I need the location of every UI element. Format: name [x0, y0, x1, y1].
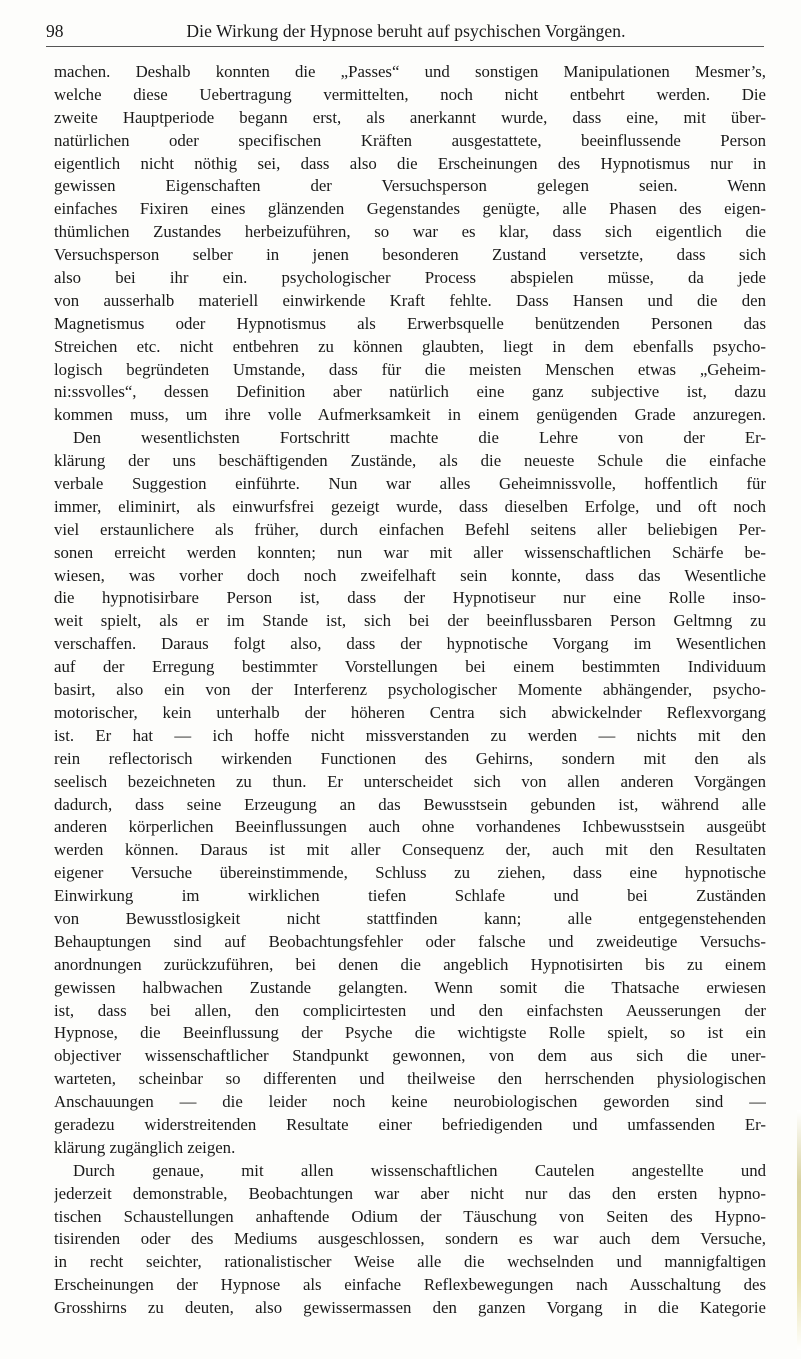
- text-line: thümlichen Zustandes herbeizuführen, so war es klar, dass sich eigentlich die: [54, 222, 766, 242]
- text-line: warteten, scheinbar so differenten und theilweise den herrschenden physiologischen: [54, 1069, 766, 1089]
- text-line: Behauptungen sind auf Beobachtungsfehler oder falsche und zweideutige Versuchs-: [54, 931, 766, 951]
- body-text: [54, 61, 766, 1320]
- text-line: natürlichen oder specifischen Kräften ausgestattete, beeinflussende Person: [54, 130, 766, 150]
- text-line: viel erstaunlichere als früher, durch einfachen Befehl seitens aller beliebigen Per-: [54, 519, 766, 539]
- text-line: wiesen, was vorher doch noch zweifelhaft sein konnte, dass das Wesentliche: [54, 565, 766, 585]
- text-line: Grosshirns zu deuten, also gewissermassen den ganzen Vorgang in die Kategorie: [54, 1298, 766, 1318]
- text-line: verbale Suggestion einführte. Nun war alles Geheimnissvolle, hoffentlich für: [54, 474, 766, 494]
- text-line: Einwirkung im wirklichen tiefen Schlafe und bei Zuständen: [54, 886, 766, 906]
- text-line: jederzeit demonstrable, Beobachtungen war aber nicht nur das den ersten hypno-: [54, 1183, 766, 1203]
- text-line: welche diese Uebertragung vermittelten, noch nicht entbehrt werden. Die: [54, 84, 766, 104]
- text-line: Erscheinungen der Hypnose als einfache Reflexbewegungen nach Ausschaltung des: [54, 1275, 766, 1295]
- text-line: basirt, also ein von der Interferenz psychologischer Momente abhängender, psycho-: [54, 680, 766, 700]
- text-line: einfaches Fixiren eines glänzenden Gegenstandes genügte, alle Phasen des eigen-: [54, 199, 766, 219]
- text-line: anderen körperlichen Beeinflussungen auch ohne vorhandenes Ichbewusstsein ausgeübt: [54, 817, 766, 837]
- text-line: auf der Erregung bestimmter Vorstellungen bei einem bestimmten Individuum: [54, 657, 766, 677]
- text-line: objectiver wissenschaftlicher Standpunkt gewonnen, von dem aus sich die uner-: [54, 1046, 766, 1066]
- text-line: also bei ihr ein. psychologischer Process abspielen müsse, da jede: [54, 268, 766, 288]
- text-line: ist. Er hat — ich hoffe nicht missverstanden zu werden — nichts mit den: [54, 725, 766, 745]
- text-line: in recht seichter, rationalistischer Weise alle die wechselnden und mannigfaltigen: [54, 1252, 766, 1272]
- text-line: rein reflectorisch wirkenden Functionen des Gehirns, sondern mit den als: [54, 748, 766, 768]
- page-edge-stain: [797, 1110, 801, 1350]
- text-line: verschaffen. Daraus folgt also, dass der hypnotische Vorgang im Wesentlichen: [54, 634, 766, 654]
- text-line: gewissen Eigenschaften der Versuchsperson gelegen seien. Wenn: [54, 176, 766, 196]
- text-line: seelisch bezeichneten zu thun. Er unterscheidet sich von allen anderen Vorgängen: [54, 771, 766, 791]
- text-line: klärung zugänglich zeigen.: [54, 1137, 236, 1157]
- page-number: 98: [46, 21, 64, 41]
- text-line: eigentlich nicht nöthig sei, dass also die Erscheinungen des Hypnotismus nur in: [54, 153, 766, 173]
- text-line: immer, eliminirt, als einwurfsfrei gezeigt wurde, dass dieselben Erfolge, und oft noch: [54, 496, 766, 516]
- text-line: gewissen halbwachen Zustande gelangten. Wenn somit die Thatsache erwiesen: [54, 977, 766, 997]
- text-line: kommen muss, um ihre volle Aufmerksamkeit in einem genügenden Grade anzuregen.: [54, 405, 766, 425]
- text-line: anordnungen zurückzuführen, bei denen die angeblich Hypnotisirten bis zu einem: [54, 954, 766, 974]
- text-line: weit spielt, als er im Stande ist, sich bei der beeinflussbaren Person Geltmng zu: [54, 611, 766, 631]
- text-line: Streichen etc. nicht entbehren zu können glaubten, liegt in dem ebenfalls psycho-: [54, 336, 766, 356]
- text-line: Anschauungen — die leider noch keine neurobiologischen geworden sind —: [54, 1092, 766, 1112]
- text-line: machen. Deshalb konnten die „Passes“ und sonstigen Manipulationen Mesmer’s,: [54, 62, 766, 81]
- running-head: Die Wirkung der Hypnose beruht auf psychischen Vorgängen.: [186, 21, 626, 41]
- text-line: geradezu widerstreitenden Resultate einer befriedigenden und umfassenden Er-: [54, 1114, 766, 1134]
- text-line: ni:ssvolles“, dessen Definition aber natürlich eine ganz subjective ist, dazu: [54, 382, 766, 402]
- text-line: von ausserhalb materiell einwirkende Kraft fehlte. Dass Hansen und die den: [54, 290, 766, 310]
- text-line: Magnetismus oder Hypnotismus als Erwerbsquelle benützenden Personen das: [54, 313, 766, 333]
- text-line: eigener Versuche übereinstimmende, Schluss zu ziehen, dass eine hypnotische: [54, 863, 766, 883]
- text-line: Durch genaue, mit allen wissenschaftlichen Cautelen angestellte und: [73, 1160, 766, 1180]
- text-line: von Bewusstlosigkeit nicht stattfinden kann; alle entgegenstehenden: [54, 908, 766, 928]
- text-line: klärung der uns beschäftigenden Zustände, als die neueste Schule die einfache: [54, 451, 766, 471]
- text-line: logisch begründeten Umstande, dass für die meisten Menschen etwas „Geheim-: [54, 359, 766, 379]
- text-line: zweite Hauptperiode begann erst, als anerkannt wurde, dass eine, mit über-: [54, 107, 766, 127]
- text-line: dadurch, dass seine Erzeugung an das Bewusstsein gebunden ist, während alle: [54, 794, 766, 814]
- text-line: motorischer, kein unterhalb der höheren Centra sich abwickelnder Reflexvorgang: [54, 702, 766, 722]
- text-line: sonen erreicht werden konnten; nun war mit aller wissenschaftlichen Schärfe be-: [54, 542, 766, 562]
- text-line: tischen Schaustellungen anhaftende Odium der Täuschung von Seiten des Hypno-: [54, 1206, 766, 1226]
- text-line: werden können. Daraus ist mit aller Consequenz der, auch mit den Resultaten: [54, 840, 766, 860]
- text-line: Hypnose, die Beeinflussung der Psyche die wichtigste Rolle spielt, so ist ein: [54, 1023, 766, 1043]
- text-line: die hypnotisirbare Person ist, dass der Hypnotiseur nur eine Rolle inso-: [54, 588, 766, 608]
- text-line: tisirenden oder des Mediums ausgeschlossen, sondern es war auch dem Versuche,: [54, 1229, 766, 1249]
- text-line: Versuchsperson selber in jenen besonderen Zustand versetzte, dass sich: [54, 245, 766, 265]
- header-rule: [46, 46, 764, 47]
- text-line: ist, dass bei allen, den complicirtesten und den einfachsten Aeusserungen der: [54, 1000, 766, 1020]
- page-header: [46, 18, 766, 44]
- text-line: Den wesentlichsten Fortschritt machte die Lehre von der Er-: [73, 428, 766, 448]
